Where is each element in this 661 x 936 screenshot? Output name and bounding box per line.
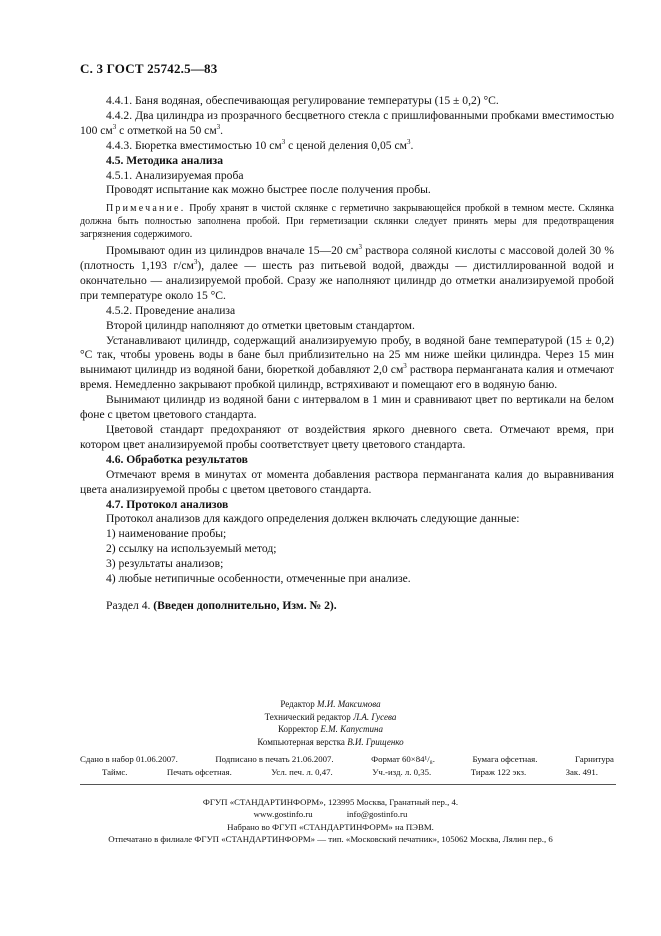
paragraph-install: Устанавливают цилиндр, содержащий анализируемую пробу, в водяной бане температурой (15 ± 0,2) °С так, чтобы уровень воды в бане был приблизительно на 25 мм ниже шейки цилиндра. Через 15 мин вынимают цилиндр из водяной бани, бюреткой добавляют 2,0 $см^3$ раствора перманганата калия и отмечают время. Немедленно закрывают пробкой цилиндр, встряхивают и помещают его в водяную баню. xyxy=(80,333,614,392)
paragraph-standard: Цветовой стандарт предохраняют от воздействия яркого дневного света. Отмечают время, при котором цвет анализируемой пробы соответствует цвету цветового стандарта. xyxy=(80,423,614,451)
item-4-4-1: 4.4.1. Баня водяная, обеспечивающая регулирование температуры (15 ± 0,2) °С. xyxy=(106,94,499,107)
paragraph-protocol: Протокол анализов для каждого определения должен включать следующие данные: xyxy=(106,512,520,526)
imprint-row-2: Таймс. Печать офсетная. Усл. печ. л. 0,47. Уч.-изд. л. 0,35. Тираж 122 экз. Зак. 491. xyxy=(102,767,598,777)
paragraph-remove: Вынимают цилиндр из водяной бани с интервалом в 1 мин и сравнивают цвет по вертикали на белом фоне с цветом цветового стандарта. xyxy=(80,393,614,422)
section-amendment: Раздел 4. (Введен дополнительно, Изм. № 2). xyxy=(106,598,337,612)
printed-line: Отпечатано в филиале ФГУП «СТАНДАРТИНФОРМ» — тип. «Московский печатник», 105062 Москва, Лялин пер., 6 xyxy=(108,834,553,845)
item-4-4-2: 4.4.2. Два цилиндра из прозрачного бесцветного стекла с пришлифованными пробками вместимостью 100 $см^3$ с отметкой на 50 $см^3$. xyxy=(80,108,614,137)
layout-line: Компьютерная верстка В.И. Грищенко xyxy=(257,736,404,747)
section-heading-4-6: 4.6. Обработка результатов xyxy=(106,452,248,466)
publisher-contacts xyxy=(0,808,661,820)
list-item: 4) любые нетипичные особенности, отмеченные при анализе. xyxy=(106,572,411,586)
email-link[interactable]: info@gostinfo.ru xyxy=(346,809,408,820)
typeset-line: Набрано во ФГУП «СТАНДАРТИНФОРМ» на ПЭВМ. xyxy=(227,821,434,832)
section-heading-4-5: 4.5. Методика анализа xyxy=(106,153,223,167)
list-item: 1) наименование пробы; xyxy=(106,527,227,541)
publisher-block xyxy=(0,796,661,846)
paragraph-rinse: Промывают один из цилиндров вначале 15—20 $см^3$ раствора соляной кислоты с массовой долей 30 % (плотность 1,193 $г/см^3$), далее — шесть раз питьевой водой, дважды — дистиллированной водой и окончательно — анализируемой пробой. Сразу же наполняют цилиндр до отметки анализируемой пробой при температуре около 15 °С. xyxy=(80,243,614,302)
paragraph-time: Отмечают время в минутах от момента добавления раствора перманганата калия до выравнивания цвета анализируемой пробы с цветом цветового стандарта. xyxy=(80,467,614,496)
divider xyxy=(80,784,616,785)
imprint-block xyxy=(80,753,614,779)
page-header: С. 3 ГОСТ 25742.5—83 xyxy=(80,61,218,76)
paragraph-test: Проводят испытание как можно быстрее после получения пробы. xyxy=(106,183,431,197)
section-heading-4-7: 4.7. Протокол анализов xyxy=(106,497,229,511)
paragraph-second-cylinder: Второй цилиндр наполняют до отметки цветовым стандартом. xyxy=(106,318,415,332)
list-item: 3) результаты анализов; xyxy=(106,557,224,571)
corrector-line: Корректор Е.М. Капустина xyxy=(277,724,384,735)
note-text: Пробу хранят в чистой склянке с герметично закрывающейся пробкой в темном месте. Склянка должна быть полностью заполнена пробой. При герметизации склянки следует принять меры для предотвращения загрязнения содержимого. xyxy=(80,203,614,240)
list-item: 2) ссылку на используемый метод; xyxy=(106,542,277,556)
editor-line: Редактор М.И. Максимова xyxy=(280,699,381,709)
item-4-5-1: 4.5.1. Анализируемая проба xyxy=(106,168,244,182)
main-text xyxy=(80,94,614,614)
note xyxy=(80,203,614,241)
credits-block xyxy=(0,698,661,748)
item-4-4-3: 4.4.3. Бюретка вместимостью 10 $см^3$ с ценой деления 0,05 $см^3$. xyxy=(106,137,414,152)
item-4-5-2: 4.5.2. Проведение анализа xyxy=(106,303,236,317)
publisher-address: ФГУП «СТАНДАРТИНФОРМ», 123995 Москва, Гранатный пер., 4. xyxy=(202,797,459,807)
imprint-row-1: Сдано в набор 01.06.2007. Подписано в печать 21.06.2007. Формат 60×84¹/₈. Бумага офсетная. Гарнитура xyxy=(80,754,614,764)
note-label: Примечание. xyxy=(106,203,186,215)
website-link[interactable]: www.gostinfo.ru xyxy=(253,809,313,820)
tech-editor-line: Технический редактор Л.А. Гусева xyxy=(264,711,397,722)
